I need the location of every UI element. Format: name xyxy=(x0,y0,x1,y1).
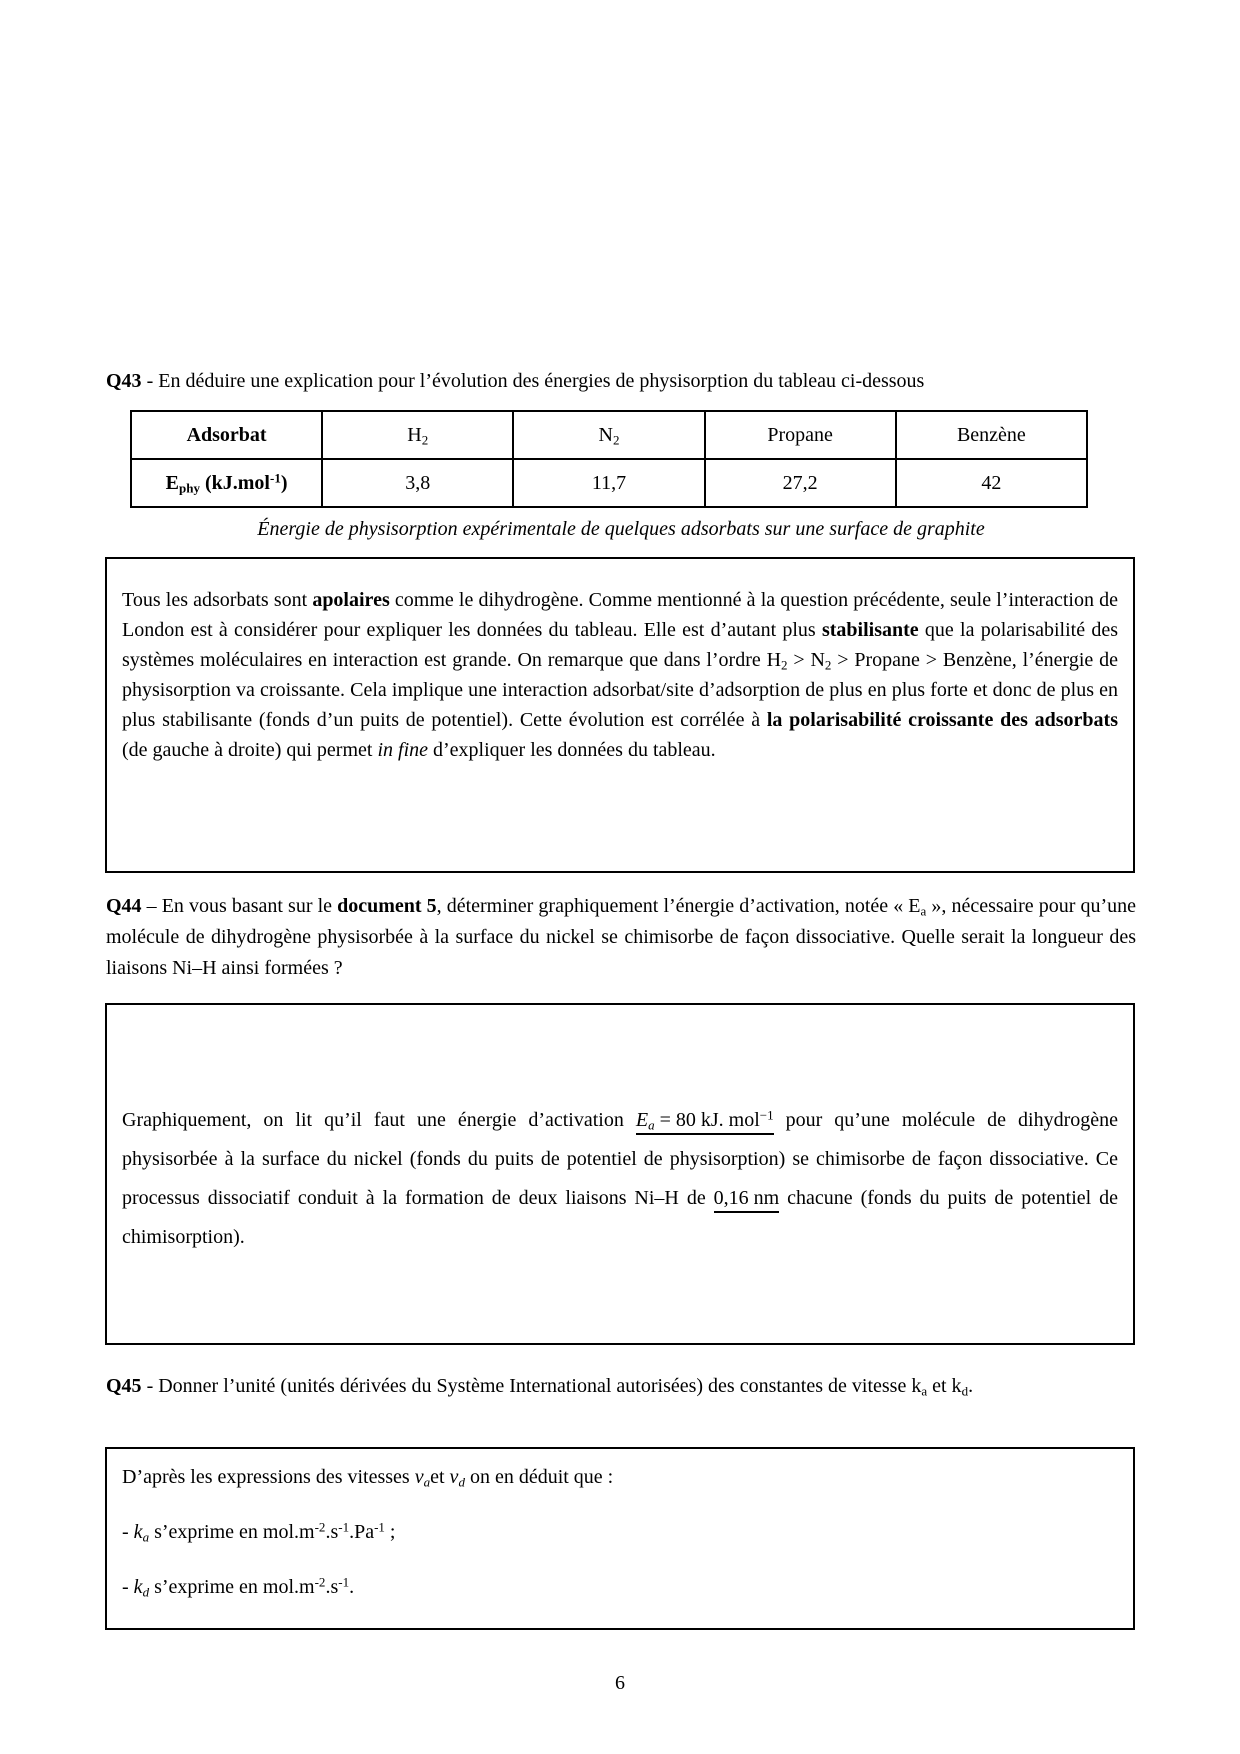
q45-answer-line3 xyxy=(122,1572,1118,1602)
text-run: 11,7 xyxy=(591,471,627,494)
text-run: , déterminer graphiquement l’énergie d’activation, notée « E xyxy=(436,895,921,917)
text-run: E xyxy=(165,471,180,494)
text-run: on en déduit que : xyxy=(464,1466,614,1488)
text-run: v xyxy=(414,1466,424,1488)
text-run: ) xyxy=(280,471,288,494)
text-run: chacune (fonds du puits de potentiel de chimisorption). xyxy=(122,1187,1119,1248)
text-run: s’exprime en mol.m xyxy=(149,1576,315,1598)
text-run: 2 xyxy=(612,431,620,447)
table-header-row xyxy=(131,411,1087,459)
q45-question xyxy=(106,1370,1136,1402)
page-number: 6 xyxy=(615,1672,625,1694)
text-run: -1 xyxy=(374,1519,385,1535)
text-run: > N xyxy=(787,649,825,671)
text-run: .s xyxy=(325,1576,339,1598)
table-data-row xyxy=(131,459,1087,507)
text-run: . xyxy=(349,1576,355,1598)
text-run: Q45 xyxy=(106,1375,142,1397)
table-cell-h2-value xyxy=(322,459,513,507)
text-run: 2 xyxy=(781,657,788,673)
text-run: (de gauche à droite) qui permet xyxy=(122,739,378,761)
text-run xyxy=(636,1109,774,1135)
text-run: stabilisante xyxy=(821,619,919,641)
table-header-propane xyxy=(705,411,896,459)
text-run: Adsorbat xyxy=(186,423,267,446)
text-run: H xyxy=(407,423,422,446)
table-cell-benzene-value xyxy=(896,459,1087,507)
text-run: > Propane > Benzène, l’énergie de physisorption va croissante. Cela implique une interaction adsorbat/site d’adsorption de plus en plus forte et donc de plus en plus stabilisante (fonds d’un puits de potentiel). Cette évolution est corrélée à xyxy=(122,649,1118,731)
text-run: pour qu’une molécule de dihydrogène physisorbée à la surface du nickel (fonds du puits de potentiel de physisorption) se chimisorbe de façon dissociative. Ce processus dissociatif conduit à la formation de deux liaisons Ni–H de xyxy=(122,1109,1118,1209)
text-run: Benzène xyxy=(956,423,1026,446)
text-run: D’après les expressions des vitesses xyxy=(122,1466,415,1488)
text-run: et k xyxy=(927,1375,962,1397)
text-run: document 5 xyxy=(337,895,437,917)
q45-answer-line2 xyxy=(122,1517,1118,1547)
text-run: s’exprime en mol.m xyxy=(149,1521,315,1543)
text-run: la polarisabilité croissante des adsorbats xyxy=(766,709,1118,731)
physisorption-table xyxy=(130,410,1088,508)
text-run: k xyxy=(133,1521,143,1543)
table-header-adsorbat xyxy=(131,411,322,459)
q43-answer-text xyxy=(122,585,1118,765)
text-run: −1 xyxy=(759,1107,774,1123)
text-run: phy xyxy=(179,479,200,495)
text-run: = 80 kJ. mol xyxy=(654,1109,760,1131)
text-run: . xyxy=(968,1375,974,1397)
text-run: .Pa xyxy=(349,1521,375,1543)
text-run: 42 xyxy=(981,471,1002,494)
text-run: », nécessaire pour qu’une molécule de dihydrogène physisorbée à la surface du nickel se chimisorbe de façon dissociative. Quelle serait la longueur des liaisons Ni–H ainsi formées ? xyxy=(106,895,1136,979)
text-run: in fine xyxy=(377,739,428,761)
q44-answer-text xyxy=(122,1101,1118,1257)
q43-question xyxy=(106,366,1136,396)
text-run xyxy=(714,1187,780,1213)
text-run: N xyxy=(598,423,613,446)
text-run: - Donner l’unité (unités dérivées du Système International autorisées) des constantes de vitesse k xyxy=(141,1375,922,1397)
text-run: Q44 xyxy=(106,895,142,917)
text-run: -2 xyxy=(314,1519,326,1535)
text-run: a xyxy=(423,1474,431,1490)
text-run: a xyxy=(142,1529,150,1545)
text-run: 3,8 xyxy=(405,471,431,494)
text-run: .s xyxy=(325,1521,339,1543)
text-run: a xyxy=(921,1383,928,1399)
text-run: et xyxy=(430,1466,450,1488)
text-run: apolaires xyxy=(312,589,390,611)
table-cell-ephy-label xyxy=(131,459,322,507)
text-run: comme le dihydrogène. Comme mentionné à la question précédente, seule l’interaction de London est à considérer pour expliquer les données du tableau. Elle est d’autant plus xyxy=(122,589,1118,641)
q43-answer-box xyxy=(105,557,1135,873)
text-run: que la polarisabilité des systèmes moléculaires en interaction est grande. On remarque que dans l’ordre H xyxy=(122,619,1119,671)
table-cell-n2-value xyxy=(513,459,704,507)
text-run: a xyxy=(920,903,927,919)
text-run: ; xyxy=(384,1521,396,1543)
table-header-n2 xyxy=(513,411,704,459)
text-run: - xyxy=(122,1521,134,1543)
text-run: 27,2 xyxy=(782,471,818,494)
text-run: k xyxy=(133,1576,143,1598)
text-run: Graphiquement, on lit qu’il faut une énergie d’activation xyxy=(122,1109,636,1131)
text-run: - En déduire une explication pour l’évolution des énergies de physisorption du tableau ci-dessous xyxy=(141,370,925,392)
text-run: Tous les adsorbats sont xyxy=(122,589,313,611)
table-header-benzene xyxy=(896,411,1087,459)
q44-question xyxy=(106,891,1136,984)
text-run: -1 xyxy=(338,1574,350,1590)
table-header-h2 xyxy=(322,411,513,459)
text-run: a xyxy=(648,1117,655,1133)
q44-answer-box xyxy=(105,1003,1135,1345)
table-cell-propane-value xyxy=(705,459,896,507)
table-caption: Énergie de physisorption expérimentale de quelques adsorbats sur une surface de graphite xyxy=(257,518,985,540)
text-run: -2 xyxy=(314,1574,326,1590)
text-run: v xyxy=(449,1466,459,1488)
q45-answer-box xyxy=(105,1447,1135,1630)
text-run: -1 xyxy=(338,1519,350,1535)
text-run: d xyxy=(961,1383,969,1399)
text-run: -1 xyxy=(269,470,281,485)
text-run: d’expliquer les données du tableau. xyxy=(428,739,716,761)
text-run: 2 xyxy=(824,657,832,673)
text-run: (kJ.mol xyxy=(199,471,270,494)
text-run: 0,16 nm xyxy=(713,1187,780,1209)
text-run: 2 xyxy=(421,431,429,447)
text-run: – En vous basant sur le xyxy=(141,895,338,917)
q45-answer-line1 xyxy=(122,1462,1118,1492)
text-run: Q43 xyxy=(106,370,142,392)
text-run: d xyxy=(142,1584,150,1600)
text-run: - xyxy=(122,1576,134,1598)
text-run: d xyxy=(458,1474,465,1490)
text-run: Propane xyxy=(767,423,833,446)
text-run: E xyxy=(635,1109,649,1131)
